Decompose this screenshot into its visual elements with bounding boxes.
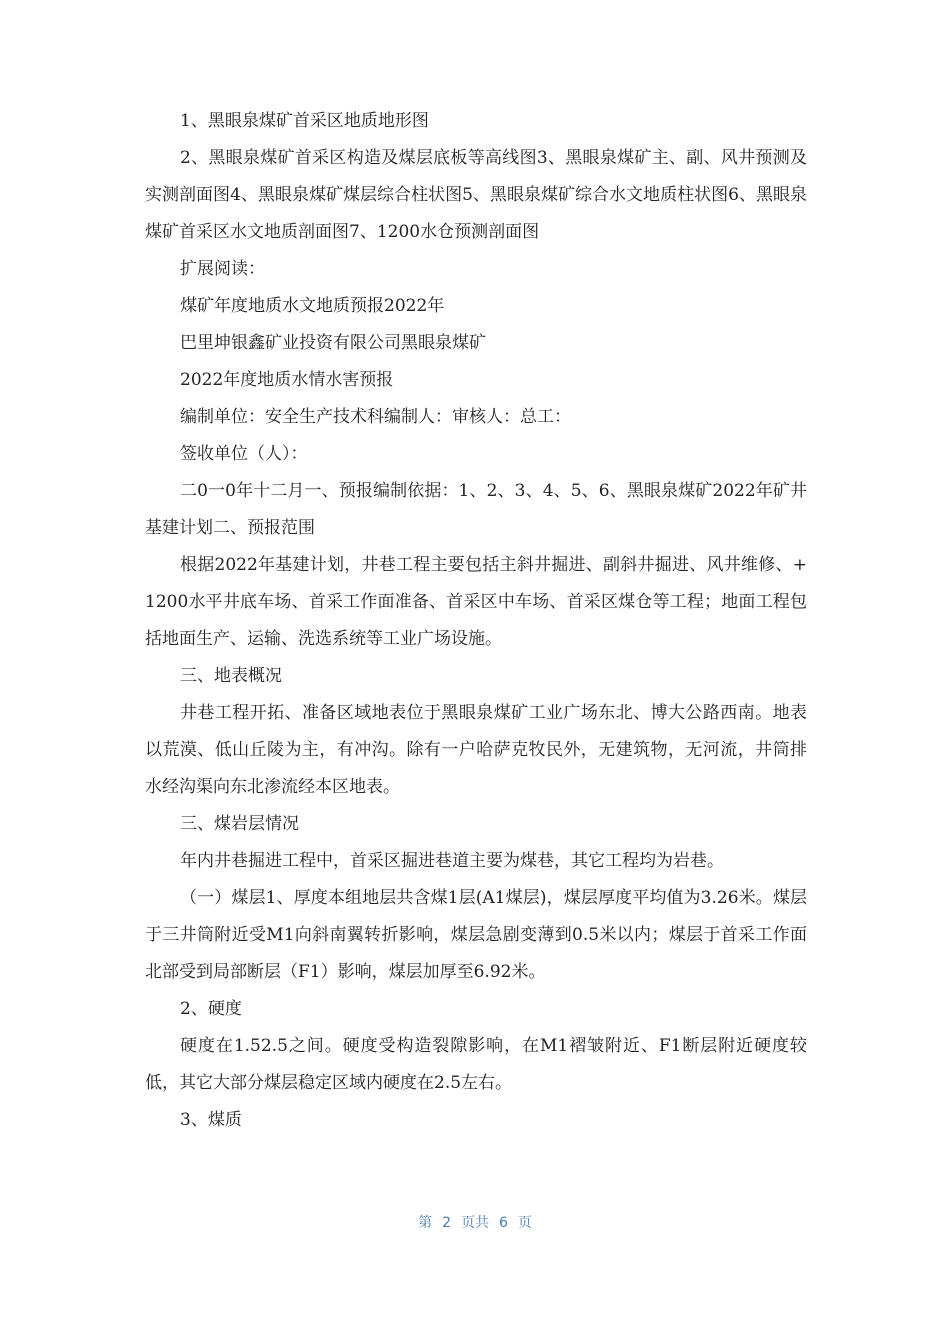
paragraph: 签收单位（人）： [180, 444, 308, 464]
paragraph: 硬度在1.52.5之间。硬度受构造裂隙影响，在M1褶皱附近、F1断层附近硬度较低，其它大部分煤层稳定区域内硬度在2.5左右。 [145, 1036, 807, 1093]
paragraph: 二0一0年十二月一、预报编制依据：1、2、3、4、5、6、黑眼泉煤矿2022年矿井基建计划二、预报范围 [145, 481, 807, 538]
paragraph: 2、黑眼泉煤矿首采区构造及煤层底板等高线图3、黑眼泉煤矿主、副、风井预测及实测剖面图4、黑眼泉煤矿煤层综合柱状图5、黑眼泉煤矿综合水文地质柱状图6、黑眼泉煤矿首采区水文地质剖面图7、1200水仓预测剖面图 [145, 148, 807, 242]
paragraph: 2022年度地质水情水害预报 [180, 370, 394, 390]
paragraph: 1、黑眼泉煤矿首采区地质地形图 [180, 111, 429, 131]
paragraph: 煤矿年度地质水文地质预报2022年 [180, 296, 445, 316]
page-footer [0, 1212, 950, 1232]
document-body [145, 103, 807, 1139]
total-page-count: 6 [499, 1215, 508, 1231]
current-page-number: 2 [442, 1215, 451, 1231]
paragraph: 巴里坤银鑫矿业投资有限公司黑眼泉煤矿 [180, 333, 486, 353]
paragraph: 扩展阅读： [180, 259, 265, 279]
paragraph: 年内井巷掘进工程中，首采区掘进巷道主要为煤巷，其它工程均为岩巷。 [180, 851, 724, 871]
section-heading: 三、地表概况 [180, 666, 282, 686]
page-mid-text: 页共 [461, 1215, 489, 1231]
page-suffix: 页 [517, 1215, 532, 1231]
paragraph: 井巷工程开拓、准备区域地表位于黑眼泉煤矿工业广场东北、博大公路西南。地表以荒漠、低山丘陵为主，有冲沟。除有一户哈萨克牧民外，无建筑物，无河流，井筒排水经沟渠向东北渗流经本区地表。 [145, 703, 807, 797]
paragraph: 编制单位：安全生产技术科编制人：审核人：总工： [180, 407, 571, 427]
paragraph: （一）煤层1、厚度本组地层共含煤1层(A1煤层)，煤层厚度平均值为3.26米。煤层于三井筒附近受M1向斜南翼转折影响，煤层急剧变薄到0.5米以内；煤层于首采工作面北部受到局部断层（F1）影响，煤层加厚至6.92米。 [145, 888, 807, 982]
page-prefix: 第 [418, 1215, 433, 1231]
subsection-heading: 2、硬度 [180, 999, 242, 1019]
section-heading: 三、煤岩层情况 [180, 814, 299, 834]
paragraph: 根据2022年基建计划，井巷工程主要包括主斜井掘进、副斜井掘进、风井维修、+1200水平井底车场、首采工作面准备、首采区中车场、首采区煤仓等工程；地面工程包括地面生产、运输、洗选系统等工业广场设施。 [145, 555, 807, 649]
subsection-heading: 3、煤质 [180, 1110, 242, 1130]
